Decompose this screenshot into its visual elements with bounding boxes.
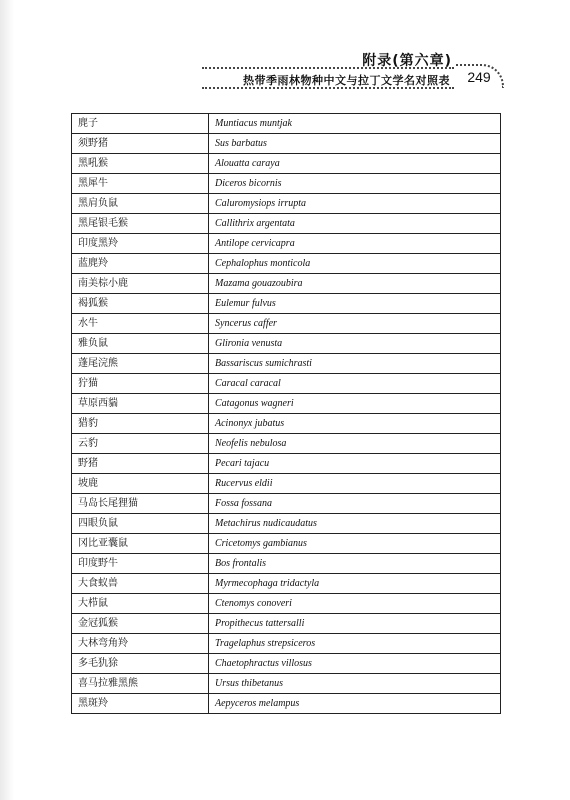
latin-name-cell: Caracal caracal [209, 374, 501, 394]
table-row [72, 634, 501, 654]
latin-name-cell: Neofelis nebulosa [209, 434, 501, 454]
chinese-name-cell: 蓝麂羚 [72, 254, 209, 274]
latin-name-cell: Catagonus wagneri [209, 394, 501, 414]
table-row [72, 134, 501, 154]
table-row [72, 694, 501, 714]
table-row [72, 334, 501, 354]
table-row [72, 154, 501, 174]
chinese-name-cell: 褐狐猴 [72, 294, 209, 314]
table-row [72, 594, 501, 614]
table-row [72, 294, 501, 314]
chinese-name-cell: 雅负鼠 [72, 334, 209, 354]
header-dotted-rule [202, 67, 454, 69]
latin-name-cell: Aepyceros melampus [209, 694, 501, 714]
chinese-name-cell: 冈比亚囊鼠 [72, 534, 209, 554]
table-row [72, 254, 501, 274]
page-edge-shade [0, 0, 14, 800]
latin-name-cell: Mazama gouazoubira [209, 274, 501, 294]
table-row [72, 314, 501, 334]
table-row [72, 354, 501, 374]
chinese-name-cell: 蓬尾浣熊 [72, 354, 209, 374]
table-row [72, 554, 501, 574]
chinese-name-cell: 黑肩负鼠 [72, 194, 209, 214]
latin-name-cell: Fossa fossana [209, 494, 501, 514]
latin-name-cell: Glironia venusta [209, 334, 501, 354]
table-row [72, 574, 501, 594]
latin-name-cell: Propithecus tattersalli [209, 614, 501, 634]
table-row [72, 234, 501, 254]
table-row [72, 374, 501, 394]
species-name-table [71, 113, 501, 714]
latin-name-cell: Tragelaphus strepsiceros [209, 634, 501, 654]
latin-name-cell: Callithrix argentata [209, 214, 501, 234]
latin-name-cell: Cephalophus monticola [209, 254, 501, 274]
chinese-name-cell: 马岛长尾狸猫 [72, 494, 209, 514]
latin-name-cell: Pecari tajacu [209, 454, 501, 474]
chinese-name-cell: 黑尾银毛猴 [72, 214, 209, 234]
latin-name-cell: Syncerus caffer [209, 314, 501, 334]
table-row [72, 214, 501, 234]
chinese-name-cell: 麂子 [72, 114, 209, 134]
table-row [72, 194, 501, 214]
latin-name-cell: Cricetomys gambianus [209, 534, 501, 554]
chinese-name-cell: 云豹 [72, 434, 209, 454]
table-row [72, 394, 501, 414]
running-header [210, 50, 510, 94]
chinese-name-cell: 多毛犰狳 [72, 654, 209, 674]
page-number: 249 [456, 64, 504, 88]
latin-name-cell: Acinonyx jubatus [209, 414, 501, 434]
chinese-name-cell: 水牛 [72, 314, 209, 334]
chinese-name-cell: 猎豹 [72, 414, 209, 434]
table-row [72, 474, 501, 494]
chinese-name-cell: 草原西貒 [72, 394, 209, 414]
chinese-name-cell: 黑犀牛 [72, 174, 209, 194]
latin-name-cell: Muntiacus muntjak [209, 114, 501, 134]
table-row [72, 534, 501, 554]
latin-name-cell: Sus barbatus [209, 134, 501, 154]
section-title: 热带季雨林物种中文与拉丁文学名对照表 [243, 74, 450, 87]
table-row [72, 494, 501, 514]
chinese-name-cell: 狞猫 [72, 374, 209, 394]
chinese-name-cell: 南美棕小鹿 [72, 274, 209, 294]
latin-name-cell: Ctenomys conoveri [209, 594, 501, 614]
table-row [72, 274, 501, 294]
chinese-name-cell: 喜马拉雅黑熊 [72, 674, 209, 694]
latin-name-cell: Ursus thibetanus [209, 674, 501, 694]
chapter-title: 附录(第六章) [362, 53, 452, 69]
table-row [72, 114, 501, 134]
table-row [72, 454, 501, 474]
latin-name-cell: Bos frontalis [209, 554, 501, 574]
table-row [72, 174, 501, 194]
table-row [72, 654, 501, 674]
chinese-name-cell: 黑吼猴 [72, 154, 209, 174]
table-row [72, 674, 501, 694]
latin-name-cell: Alouatta caraya [209, 154, 501, 174]
latin-name-cell: Rucervus eldii [209, 474, 501, 494]
chinese-name-cell: 黑斑羚 [72, 694, 209, 714]
header-dotted-rule-lower [202, 87, 454, 89]
latin-name-cell: Chaetophractus villosus [209, 654, 501, 674]
chinese-name-cell: 大林弯角羚 [72, 634, 209, 654]
chinese-name-cell: 野猪 [72, 454, 209, 474]
table-row [72, 414, 501, 434]
latin-name-cell: Diceros bicornis [209, 174, 501, 194]
chinese-name-cell: 大食蚁兽 [72, 574, 209, 594]
table-row [72, 514, 501, 534]
table-row [72, 614, 501, 634]
latin-name-cell: Antilope cervicapra [209, 234, 501, 254]
latin-name-cell: Bassariscus sumichrasti [209, 354, 501, 374]
chinese-name-cell: 四眼负鼠 [72, 514, 209, 534]
chinese-name-cell: 印度野牛 [72, 554, 209, 574]
chinese-name-cell: 坡鹿 [72, 474, 209, 494]
chinese-name-cell: 须野猪 [72, 134, 209, 154]
chinese-name-cell: 印度黑羚 [72, 234, 209, 254]
chinese-name-cell: 大栉鼠 [72, 594, 209, 614]
table-row [72, 434, 501, 454]
latin-name-cell: Caluromysiops irrupta [209, 194, 501, 214]
latin-name-cell: Eulemur fulvus [209, 294, 501, 314]
latin-name-cell: Metachirus nudicaudatus [209, 514, 501, 534]
chinese-name-cell: 金冠狐猴 [72, 614, 209, 634]
latin-name-cell: Myrmecophaga tridactyla [209, 574, 501, 594]
